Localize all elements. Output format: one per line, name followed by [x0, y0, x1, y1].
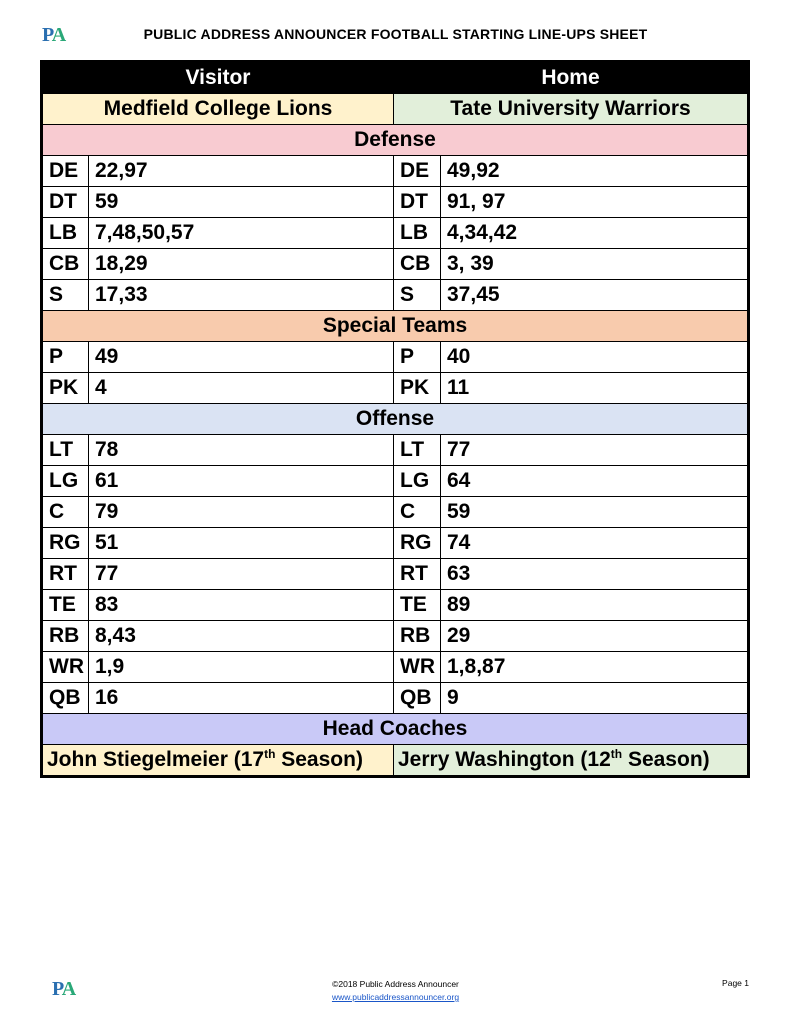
visitor-numbers: 4 [89, 373, 394, 404]
home-numbers: 49,92 [441, 156, 749, 187]
home-head-coach-name: Jerry Washington (12 [398, 748, 611, 771]
footer-logo-a: A [61, 978, 76, 1000]
home-position: C [394, 497, 441, 528]
home-numbers: 40 [441, 342, 749, 373]
visitor-position: CB [42, 249, 89, 280]
special-teams-section-title: Special Teams [42, 311, 749, 342]
home-numbers: 64 [441, 466, 749, 497]
visitor-numbers: 83 [89, 590, 394, 621]
home-numbers: 37,45 [441, 280, 749, 311]
head-coaches-section-header [42, 714, 749, 745]
home-position: TE [394, 590, 441, 621]
home-position: LG [394, 466, 441, 497]
home-head-coach-suffix: Season) [622, 748, 710, 771]
offense-section-title: Offense [42, 404, 749, 435]
visitor-numbers: 59 [89, 187, 394, 218]
home-head-coach [394, 745, 749, 777]
visitor-numbers: 77 [89, 559, 394, 590]
lineup-table [40, 60, 750, 778]
position-row [42, 497, 749, 528]
visitor-position: LB [42, 218, 89, 249]
home-position: WR [394, 652, 441, 683]
home-numbers: 9 [441, 683, 749, 714]
home-numbers: 29 [441, 621, 749, 652]
defense-section-header [42, 125, 749, 156]
team-name-row [42, 94, 749, 125]
position-row [42, 652, 749, 683]
visitor-numbers: 22,97 [89, 156, 394, 187]
logo-a: A [51, 24, 66, 46]
visitor-position: LG [42, 466, 89, 497]
page-number: Page 1 [722, 978, 749, 988]
home-position: LT [394, 435, 441, 466]
visitor-position: S [42, 280, 89, 311]
position-row [42, 528, 749, 559]
visitor-position: RG [42, 528, 89, 559]
visitor-position: P [42, 342, 89, 373]
visitor-position: PK [42, 373, 89, 404]
home-numbers: 91, 97 [441, 187, 749, 218]
footer [0, 978, 791, 1004]
visitor-numbers: 51 [89, 528, 394, 559]
home-numbers: 74 [441, 528, 749, 559]
visitor-numbers: 18,29 [89, 249, 394, 280]
position-row [42, 559, 749, 590]
position-row [42, 249, 749, 280]
visitor-numbers: 16 [89, 683, 394, 714]
visitor-numbers: 1,9 [89, 652, 394, 683]
position-row [42, 621, 749, 652]
visitor-position: C [42, 497, 89, 528]
home-column-header: Home [394, 62, 749, 94]
home-head-coach-ordinal: th [610, 747, 623, 761]
visitor-position: DT [42, 187, 89, 218]
home-numbers: 89 [441, 590, 749, 621]
position-row [42, 683, 749, 714]
head-coaches-row [42, 745, 749, 777]
position-row [42, 435, 749, 466]
position-row [42, 280, 749, 311]
home-position: LB [394, 218, 441, 249]
offense-section-header [42, 404, 749, 435]
logo-p: P [42, 24, 52, 46]
visitor-numbers: 78 [89, 435, 394, 466]
special-teams-section-header [42, 311, 749, 342]
visitor-team-name: Medfield College Lions [42, 94, 394, 125]
visitor-head-coach-suffix: Season) [275, 748, 363, 771]
home-position: QB [394, 683, 441, 714]
home-numbers: 11 [441, 373, 749, 404]
position-row [42, 156, 749, 187]
column-header-row [42, 62, 749, 94]
visitor-position: QB [42, 683, 89, 714]
visitor-head-coach-ordinal: th [264, 747, 276, 761]
website-link[interactable]: www.publicaddressannouncer.org [331, 992, 460, 1002]
visitor-head-coach-name: John Stiegelmeier (17 [47, 748, 265, 771]
visitor-numbers: 79 [89, 497, 394, 528]
head-coaches-title: Head Coaches [42, 714, 749, 745]
home-numbers: 63 [441, 559, 749, 590]
visitor-position: TE [42, 590, 89, 621]
position-row [42, 466, 749, 497]
position-row [42, 590, 749, 621]
visitor-head-coach [42, 745, 394, 777]
visitor-numbers: 8,43 [89, 621, 394, 652]
home-numbers: 3, 39 [441, 249, 749, 280]
home-team-name: Tate University Warriors [394, 94, 749, 125]
home-position: CB [394, 249, 441, 280]
visitor-numbers: 61 [89, 466, 394, 497]
home-numbers: 1,8,87 [441, 652, 749, 683]
page-title: PUBLIC ADDRESS ANNOUNCER FOOTBALL STARTING LINE-UPS SHEET [143, 26, 648, 42]
home-position: S [394, 280, 441, 311]
position-row [42, 187, 749, 218]
visitor-numbers: 17,33 [89, 280, 394, 311]
visitor-position: DE [42, 156, 89, 187]
position-row [42, 218, 749, 249]
position-row [42, 373, 749, 404]
home-numbers: 59 [441, 497, 749, 528]
visitor-numbers: 7,48,50,57 [89, 218, 394, 249]
position-row [42, 342, 749, 373]
home-position: RB [394, 621, 441, 652]
home-position: P [394, 342, 441, 373]
visitor-position: WR [42, 652, 89, 683]
visitor-column-header: Visitor [42, 62, 394, 94]
copyright-text: ©2018 Public Address Announcer [332, 979, 459, 989]
visitor-position: LT [42, 435, 89, 466]
visitor-position: RB [42, 621, 89, 652]
visitor-position: RT [42, 559, 89, 590]
home-position: DE [394, 156, 441, 187]
footer-logo-p: P [52, 978, 62, 1000]
home-position: RT [394, 559, 441, 590]
home-numbers: 77 [441, 435, 749, 466]
home-numbers: 4,34,42 [441, 218, 749, 249]
defense-section-title: Defense [42, 125, 749, 156]
visitor-numbers: 49 [89, 342, 394, 373]
home-position: PK [394, 373, 441, 404]
home-position: DT [394, 187, 441, 218]
home-position: RG [394, 528, 441, 559]
